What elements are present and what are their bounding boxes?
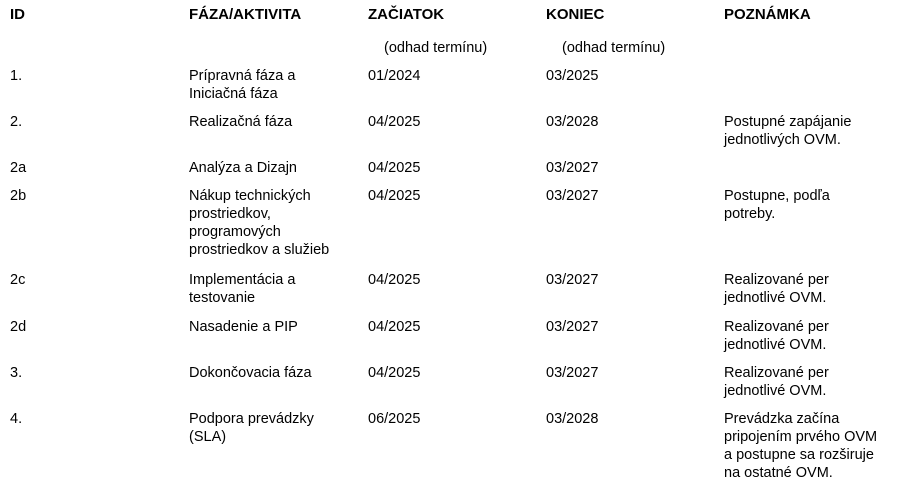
row-phase: Dokončovacia fáza [189,365,312,381]
header-note: POZNÁMKA [724,6,811,23]
row-start: 04/2025 [368,272,421,288]
row-start: 04/2025 [368,319,421,335]
row-start: 04/2025 [368,160,421,176]
row-id: 2. [10,114,23,130]
row-id: 2a [10,160,27,176]
row-note: Realizované per jednotlivé OVM. [724,272,829,306]
row-phase: Podpora prevádzky (SLA) [189,411,314,445]
row-id: 4. [10,411,23,427]
row-start: 04/2025 [368,365,421,381]
row-end: 03/2025 [546,68,599,84]
row-phase: Realizačná fáza [189,114,293,130]
row-phase: Prípravná fáza a Iniciačná fáza [189,68,296,102]
row-note: Realizované per jednotlivé OVM. [724,319,829,353]
row-start: 06/2025 [368,411,421,427]
row-end: 03/2027 [546,160,599,176]
row-start: 01/2024 [368,68,421,84]
row-note: Postupne, podľa potreby. [724,188,830,222]
row-note: Realizované per jednotlivé OVM. [724,365,829,399]
row-start: 04/2025 [368,114,421,130]
header-end: KONIEC [546,6,605,23]
header-phase: FÁZA/AKTIVITA [189,6,302,23]
row-id: 1. [10,68,23,84]
row-end: 03/2027 [546,188,599,204]
row-note: Postupné zapájanie jednotlivých OVM. [724,114,852,148]
row-id: 3. [10,365,23,381]
row-note: Prevádzka začína pripojením prvého OVM a postupne sa rozširuje na ostatné OVM. [724,411,878,481]
row-end: 03/2027 [546,319,599,335]
row-id: 2d [10,319,27,335]
row-phase: Analýza a Dizajn [189,160,297,176]
header-id: ID [10,6,25,23]
row-end: 03/2027 [546,365,599,381]
row-end: 03/2028 [546,114,599,130]
row-id: 2b [10,188,27,204]
header-start: ZAČIATOK [368,6,445,23]
subheader-start: (odhad termínu) [384,40,488,56]
row-start: 04/2025 [368,188,421,204]
row-phase: Implementácia a testovanie [189,272,296,306]
row-phase: Nákup technických prostriedkov, programových prostriedkov a služieb [189,188,330,258]
row-end: 03/2027 [546,272,599,288]
row-phase: Nasadenie a PIP [189,319,298,335]
subheader-end: (odhad termínu) [562,40,666,56]
row-id: 2c [10,272,26,288]
row-end: 03/2028 [546,411,599,427]
